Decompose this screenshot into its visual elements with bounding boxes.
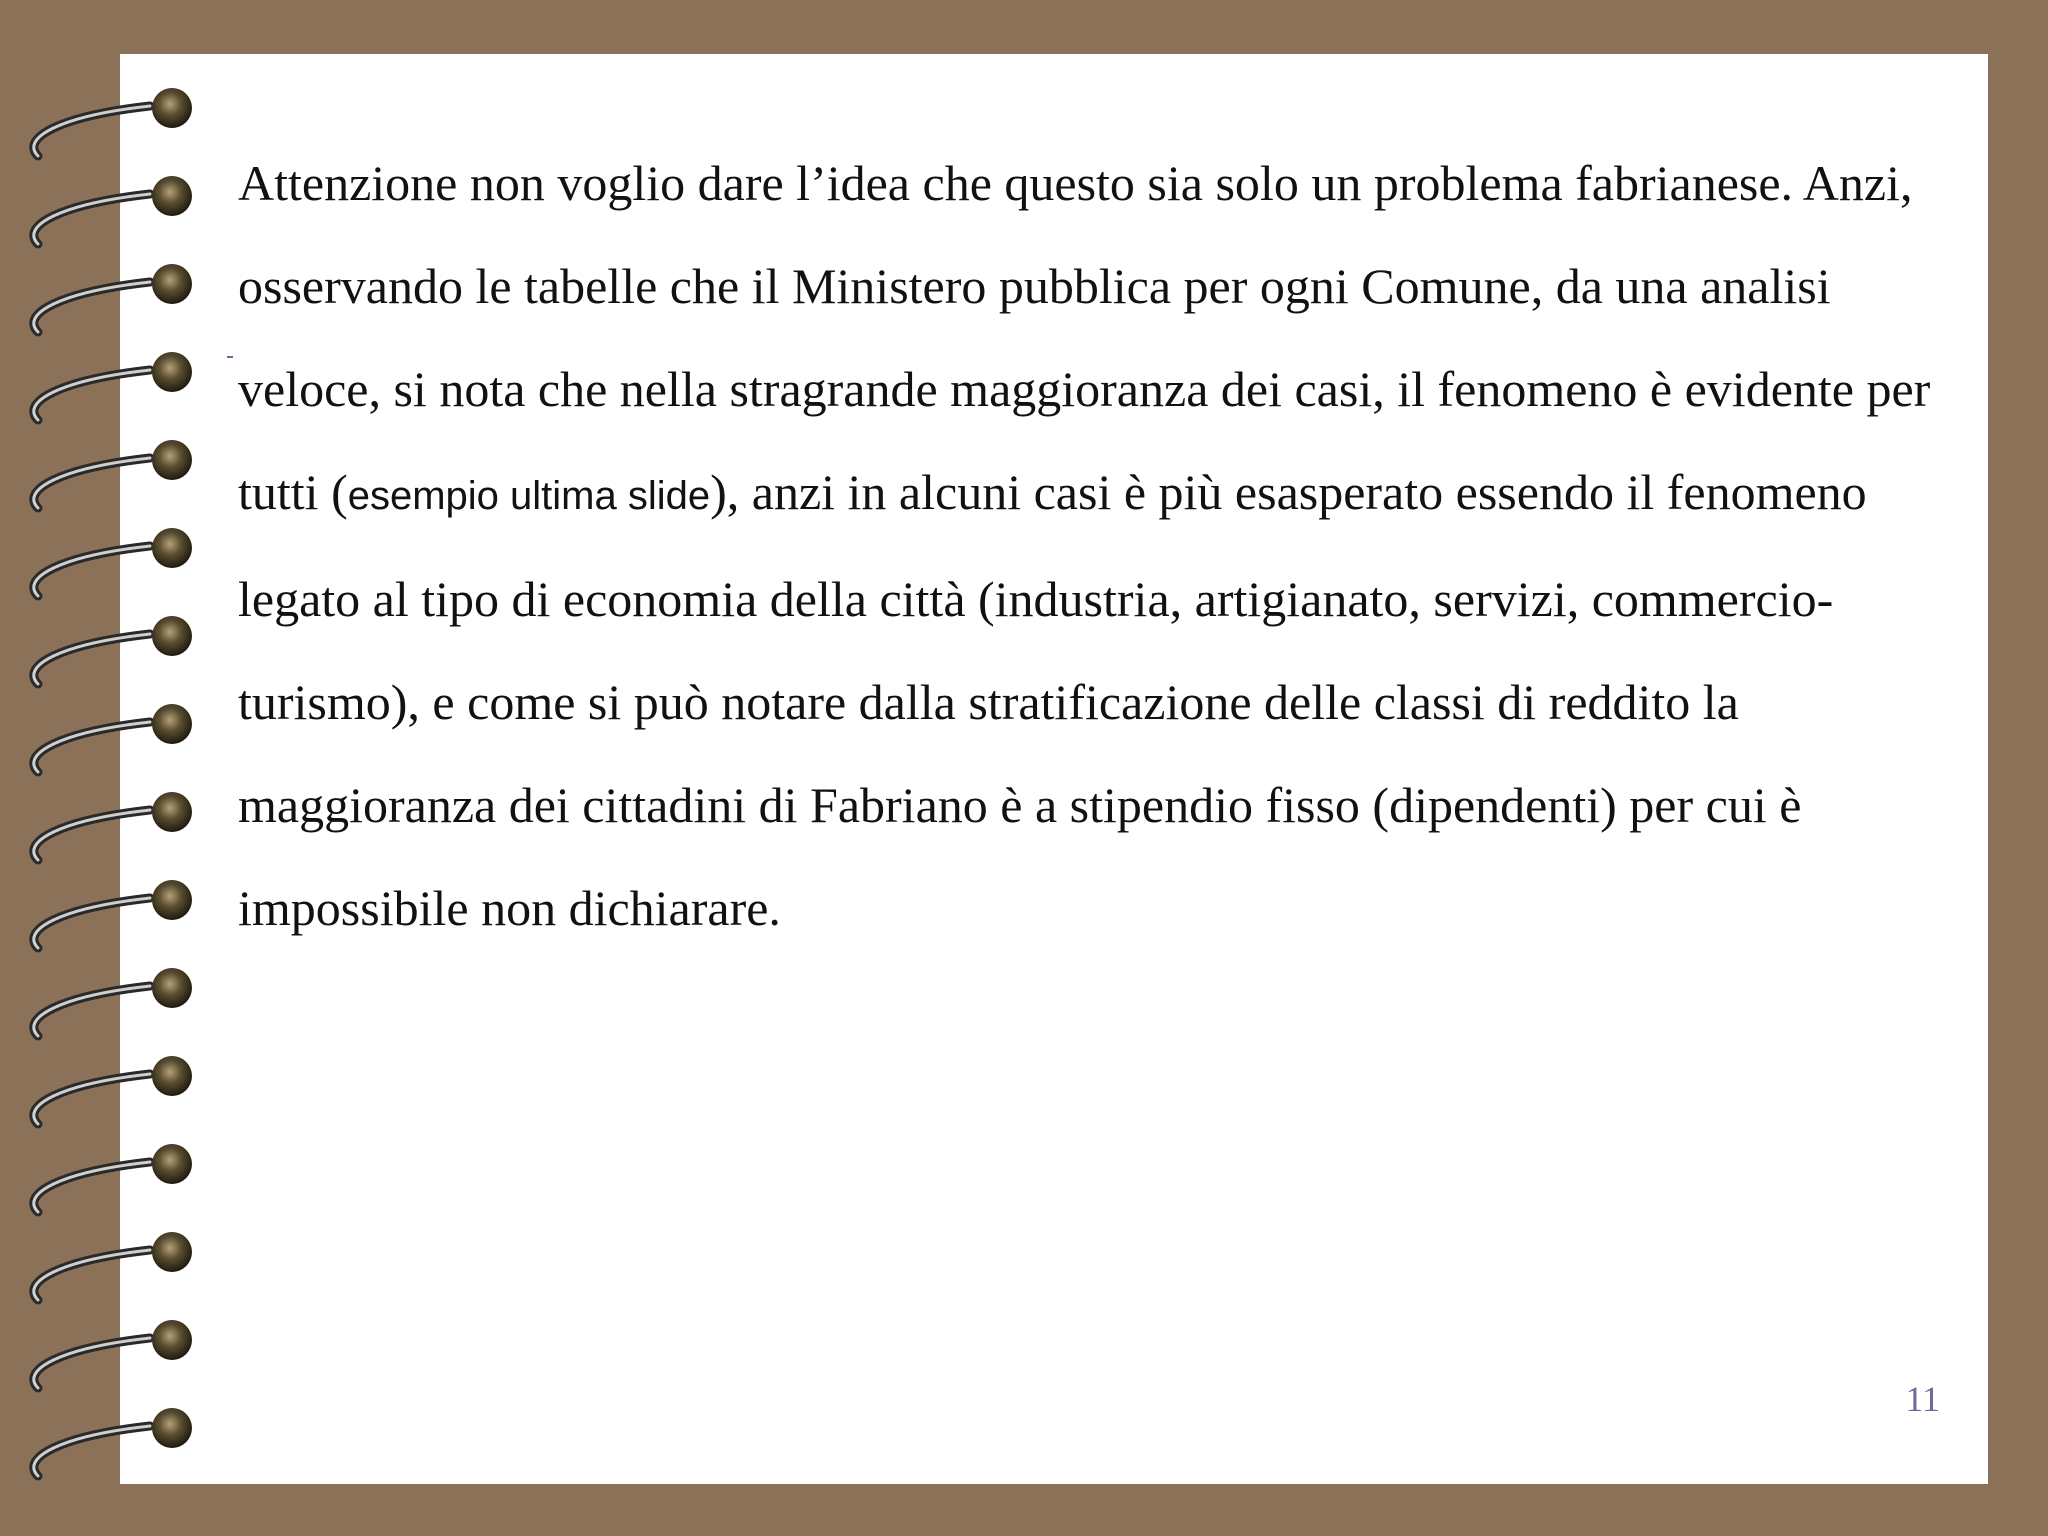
binding-ring [34,352,192,420]
binding-ring [34,1056,192,1124]
binding-ring [34,528,192,596]
stray-dash-mark [227,356,233,358]
page-number: 11 [1905,1379,1940,1419]
body-text-aside: esempio ultima slide [347,474,711,518]
body-text-part1: Attenzione non voglio dare l’idea che questo sia solo un problema fabrianese. Anzi, osservando le tabelle che il Ministero pubblica per ogni Comune, da una analisi veloce, si nota che nella stragrande maggioranza dei casi, il fenomeno è evidente per tutti ( [238,155,1931,520]
binding-ring [34,1408,192,1476]
binding-ring [34,1232,192,1300]
binding-ring [34,176,192,244]
body-text-part2: ), anzi in alcuni casi è più esasperato essendo il fenomeno legato al tipo di economia della città (industria, artigianato, servizi, commercio-turismo), e come si può notare dalla stratificazione delle classi di reddito la maggioranza dei cittadini di Fabriano è a stipendio fisso (dipendenti) per cui è impossibile non dichiarare. [238,464,1867,936]
binding-ring [34,1320,192,1388]
body-paragraph [238,132,1978,960]
binding-ring [34,264,192,332]
spiral-binding-icon [0,0,220,1536]
binding-ring [34,1144,192,1212]
binding-ring [34,880,192,948]
binding-ring [34,704,192,772]
binding-ring [34,968,192,1036]
binding-ring [34,440,192,508]
binding-ring [34,616,192,684]
binding-ring [34,88,192,156]
binding-ring [34,792,192,860]
